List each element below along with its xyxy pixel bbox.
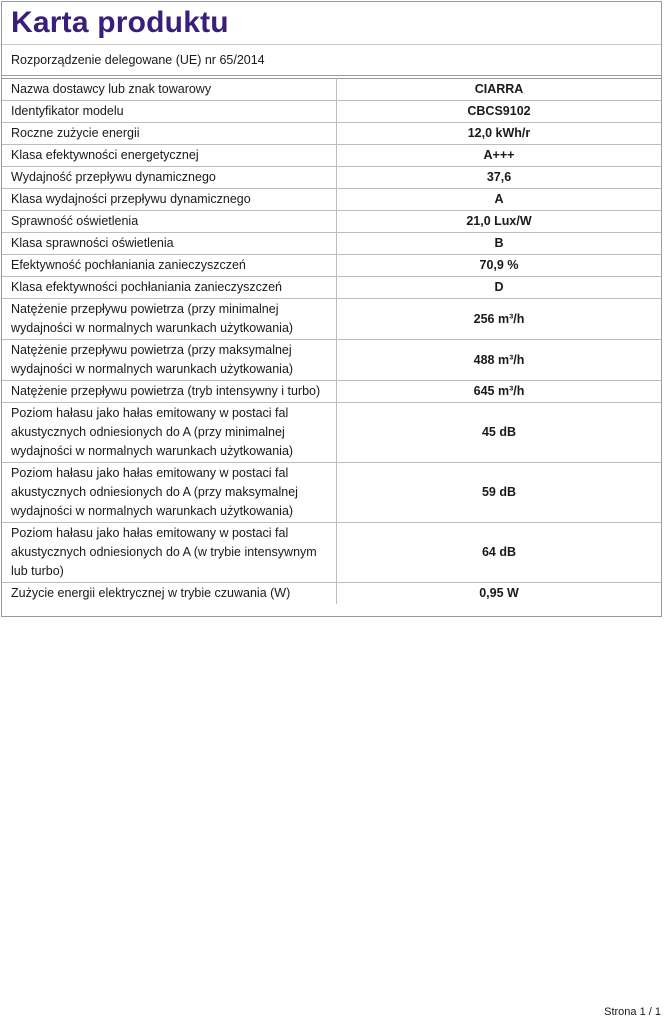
table-row [2, 463, 661, 523]
row-value: 21,0 Lux/W [337, 211, 662, 233]
page-number: Strona 1 / 1 [604, 1006, 661, 1018]
row-label: Klasa efektywności energetycznej [2, 145, 337, 167]
row-label: Identyfikator modelu [2, 101, 337, 123]
row-value: 256 m³/h [337, 299, 662, 340]
row-label: Nazwa dostawcy lub znak towarowy [2, 79, 337, 101]
row-value: A+++ [337, 145, 662, 167]
table-row [2, 189, 661, 211]
row-label: Natężenie przepływu powietrza (przy minimalnej wydajności w normalnych warunkach użytkowania) [2, 299, 337, 340]
product-sheet [1, 1, 662, 617]
row-value: 45 dB [337, 403, 662, 463]
row-value: 70,9 % [337, 255, 662, 277]
table-row [2, 233, 661, 255]
row-value: B [337, 233, 662, 255]
row-value: 64 dB [337, 523, 662, 583]
spec-table [2, 78, 661, 604]
row-value: 12,0 kWh/r [337, 123, 662, 145]
table-row [2, 583, 661, 605]
row-label: Klasa wydajności przepływu dynamicznego [2, 189, 337, 211]
row-label: Roczne zużycie energii [2, 123, 337, 145]
row-value: CBCS9102 [337, 101, 662, 123]
row-value: CIARRA [337, 79, 662, 101]
table-row [2, 277, 661, 299]
row-label: Poziom hałasu jako hałas emitowany w postaci fal akustycznych odniesionych do A (w trybie intensywnym lub turbo) [2, 523, 337, 583]
table-row [2, 381, 661, 403]
table-row [2, 123, 661, 145]
table-row [2, 79, 661, 101]
row-label: Natężenie przepływu powietrza (tryb intensywny i turbo) [2, 381, 337, 403]
table-row [2, 340, 661, 381]
row-label: Sprawność oświetlenia [2, 211, 337, 233]
table-row [2, 523, 661, 583]
row-value: 645 m³/h [337, 381, 662, 403]
table-row [2, 145, 661, 167]
row-value: 37,6 [337, 167, 662, 189]
row-label: Natężenie przepływu powietrza (przy maksymalnej wydajności w normalnych warunkach użytkowania) [2, 340, 337, 381]
row-value: 59 dB [337, 463, 662, 523]
table-row [2, 403, 661, 463]
row-label: Klasa sprawności oświetlenia [2, 233, 337, 255]
table-row [2, 255, 661, 277]
regulation-subtitle: Rozporządzenie delegowane (UE) nr 65/2014 [2, 45, 661, 76]
row-value: A [337, 189, 662, 211]
row-value: D [337, 277, 662, 299]
table-row [2, 101, 661, 123]
row-label: Efektywność pochłaniania zanieczyszczeń [2, 255, 337, 277]
table-row [2, 211, 661, 233]
row-value: 488 m³/h [337, 340, 662, 381]
row-value: 0,95 W [337, 583, 662, 605]
page-title: Karta produktu [2, 2, 661, 45]
table-row [2, 167, 661, 189]
table-row [2, 299, 661, 340]
row-label: Zużycie energii elektrycznej w trybie czuwania (W) [2, 583, 337, 605]
row-label: Klasa efektywności pochłaniania zanieczyszczeń [2, 277, 337, 299]
row-label: Poziom hałasu jako hałas emitowany w postaci fal akustycznych odniesionych do A (przy minimalnej wydajności w normalnych warunkach użytkowania) [2, 403, 337, 463]
row-label: Poziom hałasu jako hałas emitowany w postaci fal akustycznych odniesionych do A (przy maksymalnej wydajności w normalnych warunkach użytkowania) [2, 463, 337, 523]
row-label: Wydajność przepływu dynamicznego [2, 167, 337, 189]
